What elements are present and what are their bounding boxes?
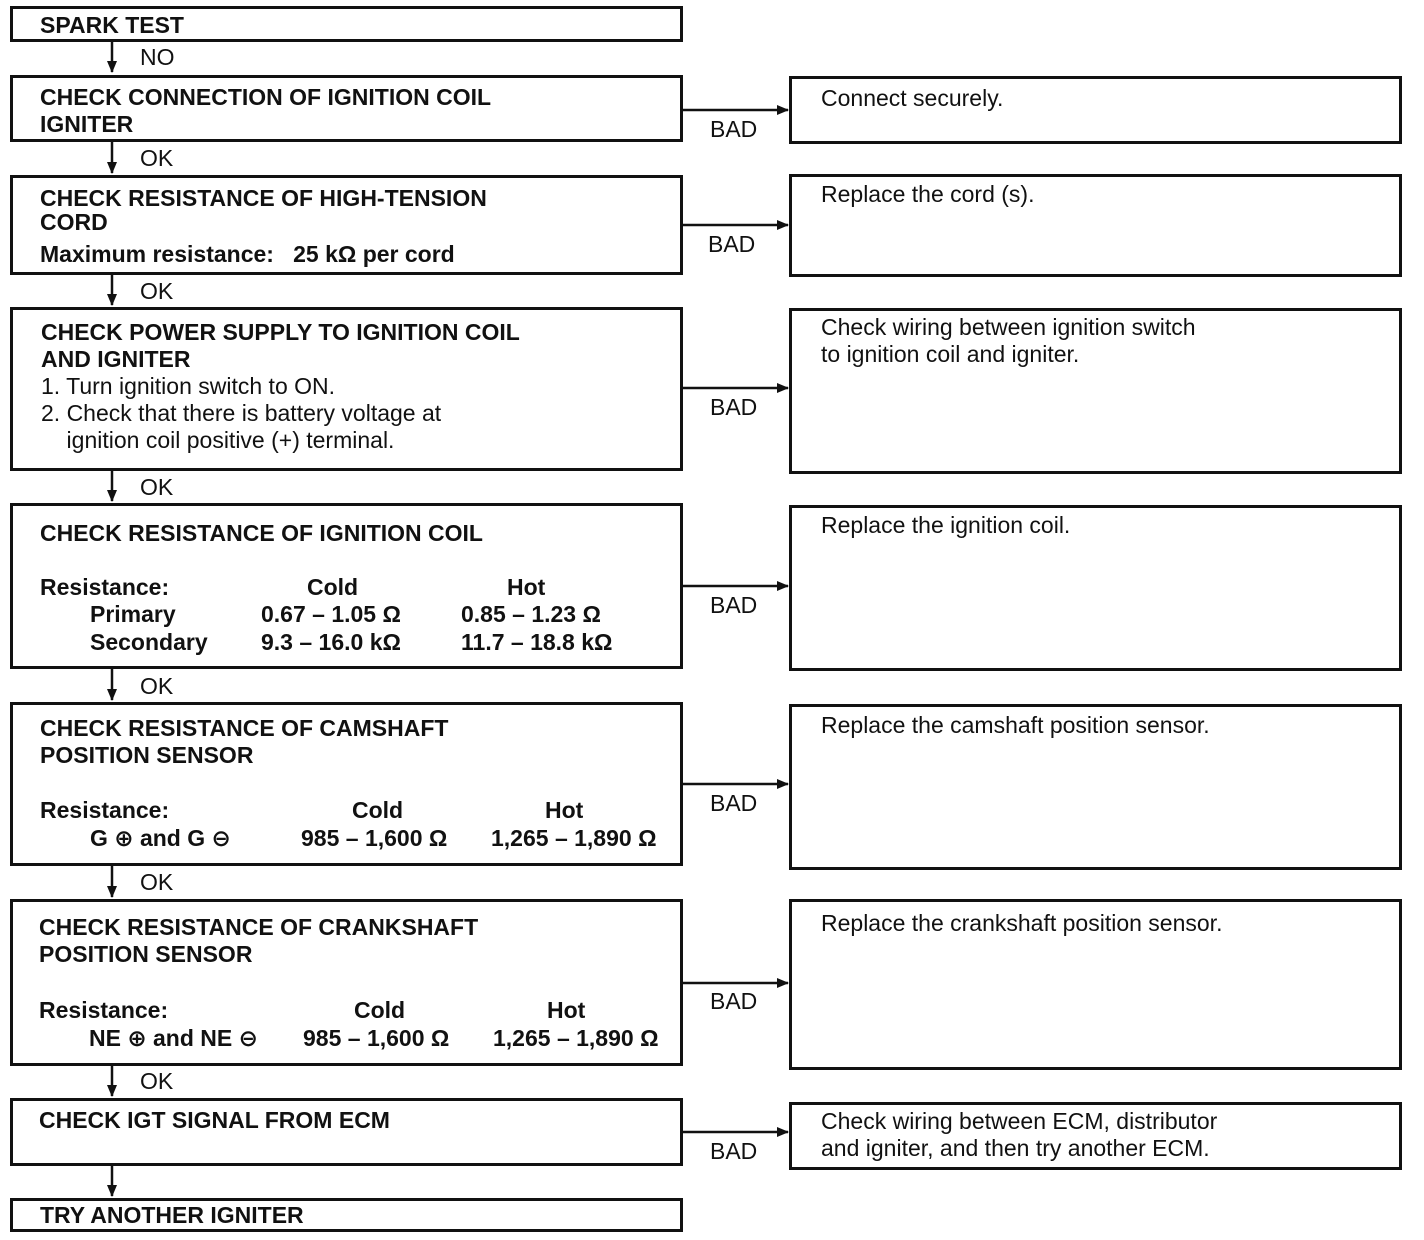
row-cold: 0.67 – 1.05 Ω: [261, 601, 401, 627]
step-title: CHECK POWER SUPPLY TO IGNITION COIL AND IGNITER: [41, 319, 520, 372]
spec-label: Resistance:: [40, 797, 170, 823]
remedy-text: Replace the crankshaft position sensor.: [821, 910, 1223, 936]
branch-label-bad: BAD: [710, 1138, 758, 1164]
instruction-2: 2. Check that there is battery voltage at: [41, 400, 442, 426]
branch-label-ok: OK: [140, 869, 174, 895]
row-hot: 0.85 – 1.23 Ω: [461, 601, 601, 627]
branch-label-no: NO: [140, 44, 175, 70]
remedy-box-1: [789, 76, 1402, 144]
remedy-box-7: [789, 1102, 1402, 1170]
spec-label: Resistance:: [39, 997, 169, 1023]
remedy-text: Check wiring between ECM, distributor and igniter, and then try another ECM.: [821, 1108, 1218, 1161]
row-cold: 985 – 1,600 Ω: [303, 1025, 450, 1051]
branch-label-ok: OK: [140, 278, 174, 304]
step-box-high-tension-cord: [10, 175, 683, 275]
row-name: G ⊕ and G ⊖: [90, 825, 231, 851]
row-cold: 985 – 1,600 Ω: [301, 825, 448, 851]
step-title: CHECK RESISTANCE OF IGNITION COIL: [40, 520, 483, 546]
start-box: [10, 6, 683, 42]
end-box: [10, 1198, 683, 1232]
column-hot: Hot: [545, 797, 584, 823]
step-box-camshaft-sensor: [10, 702, 683, 866]
branch-label-bad: BAD: [710, 116, 758, 142]
step-title: CHECK IGT SIGNAL FROM ECM: [39, 1107, 390, 1133]
branch-label-bad: BAD: [708, 231, 756, 257]
end-title: TRY ANOTHER IGNITER: [40, 1202, 304, 1228]
remedy-text: Replace the camshaft position sensor.: [821, 712, 1210, 738]
spec-label: Resistance:: [40, 574, 170, 600]
remedy-text: Connect securely.: [821, 85, 1004, 111]
start-title: SPARK TEST: [40, 12, 184, 38]
column-hot: Hot: [547, 997, 586, 1023]
row-hot: 1,265 – 1,890 Ω: [491, 825, 657, 851]
branch-label-bad: BAD: [710, 394, 758, 420]
column-cold: Cold: [354, 997, 406, 1023]
remedy-box-2: [789, 174, 1402, 277]
row-name: Secondary: [90, 629, 208, 655]
step-title: CHECK CONNECTION OF IGNITION COIL IGNITER: [40, 84, 492, 137]
branch-label-ok: OK: [140, 145, 174, 171]
instruction-3: ignition coil positive (+) terminal.: [41, 427, 395, 453]
branch-label-bad: BAD: [710, 988, 758, 1014]
step-title: CHECK RESISTANCE OF CAMSHAFT POSITION SENSOR: [40, 715, 449, 768]
step-box-igt-signal: [10, 1098, 683, 1166]
step-spec: Maximum resistance: 25 kΩ per cord: [40, 241, 455, 267]
remedy-box-6: [789, 899, 1402, 1070]
branch-label-ok: OK: [140, 1068, 174, 1094]
branch-label-bad: BAD: [710, 790, 758, 816]
remedy-box-4: [789, 505, 1402, 671]
row-hot: 11.7 – 18.8 kΩ: [461, 629, 613, 655]
column-cold: Cold: [352, 797, 404, 823]
column-cold: Cold: [307, 574, 359, 600]
step-box-ignition-coil-connection: [10, 75, 683, 142]
remedy-box-5: [789, 704, 1402, 870]
row-name: NE ⊕ and NE ⊖: [89, 1025, 258, 1051]
step-box-crankshaft-sensor: [10, 899, 683, 1066]
remedy-text: Replace the ignition coil.: [821, 512, 1071, 538]
step-box-ignition-coil-resistance: [10, 503, 683, 669]
row-cold: 9.3 – 16.0 kΩ: [261, 629, 401, 655]
instruction-1: 1. Turn ignition switch to ON.: [41, 373, 336, 399]
row-hot: 1,265 – 1,890 Ω: [493, 1025, 659, 1051]
branch-label-bad: BAD: [710, 592, 758, 618]
remedy-text: Replace the cord (s).: [821, 181, 1035, 207]
branch-label-ok: OK: [140, 474, 174, 500]
step-title: CHECK RESISTANCE OF HIGH-TENSION CORD: [40, 185, 487, 235]
remedy-text: Check wiring between ignition switch to ignition coil and igniter.: [821, 314, 1196, 367]
remedy-box-3: [789, 308, 1402, 474]
step-title: CHECK RESISTANCE OF CRANKSHAFT POSITION SENSOR: [39, 914, 479, 967]
column-hot: Hot: [507, 574, 546, 600]
step-box-power-supply: [10, 307, 683, 471]
row-name: Primary: [90, 601, 176, 627]
branch-label-ok: OK: [140, 673, 174, 699]
